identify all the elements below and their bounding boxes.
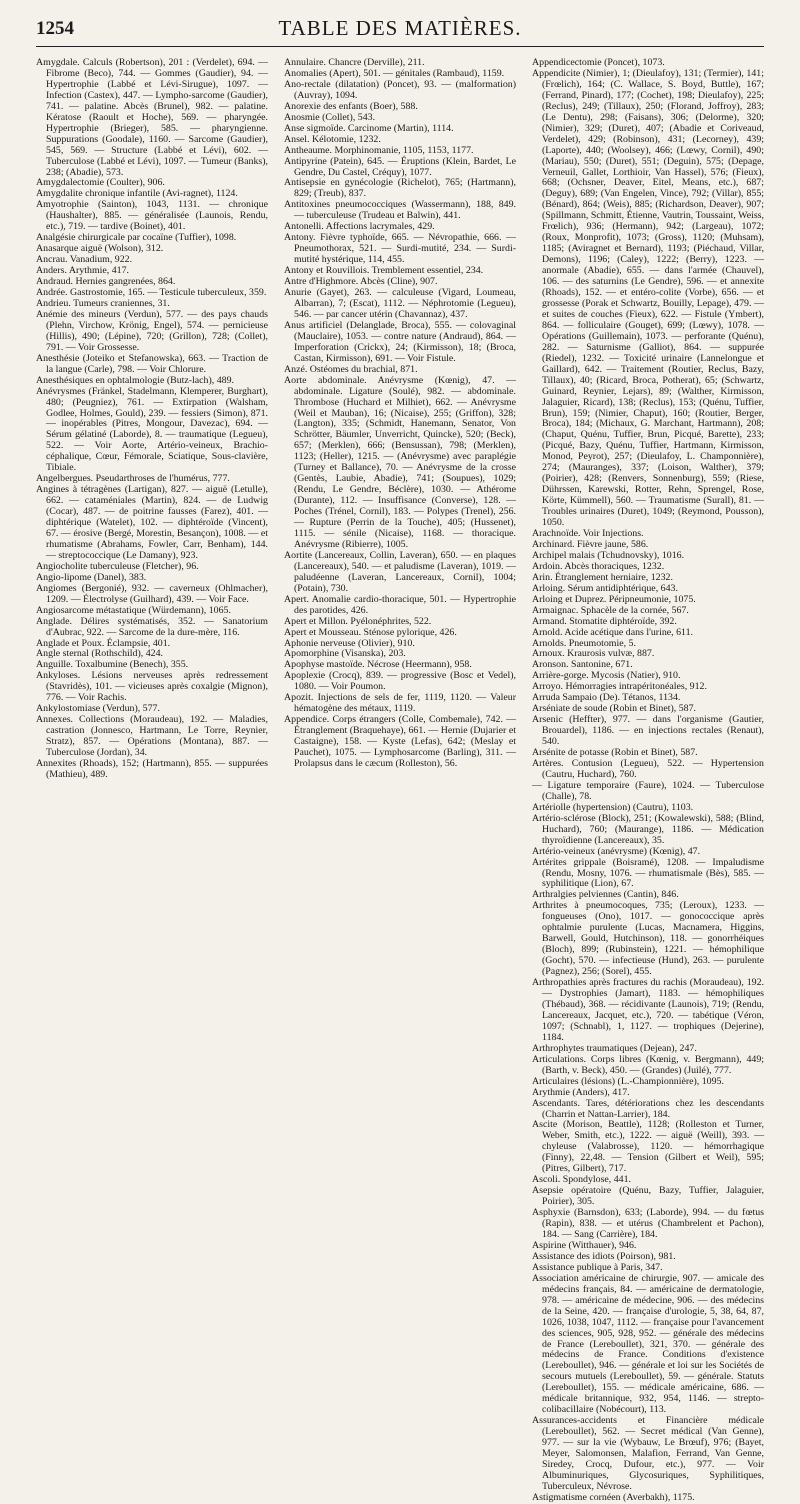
index-entry: Angines à tétragènes (Lartigan), 827. — aiguë (Letulle), 662. — cataméniales (Martin), 824. — de Ludwig (Cocar), 487. — de poitrine fausses (Farez), 401. — diphtérique (Watelet), 102. — diphtéroïde (Vincent), 67. — érosive (Bergé, Morestin, Besançon), 1008. — et rhumatisme (Abrahams, Fowler, Carr, Benham), 144. — streptococcique (Le Damany), 923. (36, 484, 268, 561)
index-entry: Arséniate de soude (Robin et Binet), 587. (532, 703, 696, 715)
index-entry: Arsénite de potasse (Robin et Binet), 587. (532, 747, 698, 759)
index-entry: Association américaine de chirurgie, 907. — amicale des médecins français, 84. — américaine de dermatologie, 978. — américaine de médecine, 906. — des médecins de la Seine, 420. — française d'urologie, 5, 38, 64, 87, 1026, 1038, 1047, 1112. — française pour l'avancement des sciences, 905, 928, 952. — générale des médecins de France (Lereboullet), 321, 370. — générale des médecins de France. Conditions d'existence (Lereboullet), 946. — générale et loi sur les Sociétés de secours mutuels (Lereboullet), 59. — générale. Statuts (Lereboullet), 155. — médicale américaine, 686. — médicale britannique, 932, 954, 1146. — strepto-colibacillaire (Nobécourt), 113. (532, 1272, 764, 1416)
index-entry: Analgésie chirurgicale par cocaïne (Tuffier), 1098. (36, 232, 237, 244)
index-entry: Angelbergues. Pseudarthroses de l'humérus, 777. (36, 473, 230, 485)
index-entry: Ancrau. Vanadium, 922. (36, 254, 133, 266)
index-entry: Antony et Rouvillois. Tremblement essentiel, 234. (284, 265, 484, 277)
index-entry: Ardoin. Abcès thoraciques, 1232. (532, 560, 665, 572)
header-rule (36, 46, 764, 47)
index-entry: Artères. Contusion (Legueu), 522. — Hypertension (Cautru, Huchard), 760. (532, 758, 764, 780)
index-entry: Aphonie nerveuse (Olivier), 910. (284, 637, 415, 649)
index-entry: Artério-sclérose (Block), 251; (Kowalewski), 588; (Blind, Huchard), 760; (Maurange), 1186. — Médication thyroïdienne (Lancereaux), 35. (532, 812, 764, 846)
index-entry: Andrée. Gastrostomie, 165. — Testicule tuberculeux, 359. (36, 287, 267, 299)
index-entry: Anémie des mineurs (Verdun), 577. — des pays chauds (Plehn, Virchow, Krönig, Engel), 574. — pernicieuse (Hillis), 490; (Lépine), 720; (Grillon), 728; (Collet), 791. — Voir Grossesse. (36, 308, 268, 353)
index-entry: Apert et Mousseau. Sténose pylorique, 426. (284, 626, 457, 638)
index-entry: Anguille. Toxalbumine (Benech), 355. (36, 659, 189, 671)
index-entry: Angiocholite tuberculeuse (Fletcher), 96. (36, 560, 199, 572)
index-entry: Anorexie des enfants (Boer), 588. (284, 100, 418, 112)
index-entry: Aronson. Santonine, 671. (532, 659, 633, 671)
index-entry: Amyotrophie (Sainton), 1043, 1131. — chronique (Haushalter), 885. — généralisée (Launois, Rendu, etc.), 719. — tardive (Boinet), 401. (36, 199, 268, 233)
index-entry: Aorte abdominale. Anévrysme (Kœnig), 47. — abdominale. Ligature (Soulé), 982. — abdominale. Thrombose (Huchard et Milhiet), 662. — Anévrysme (Weil et Mauban), 16; (Nicaise), 255; (Griffon), 328; (Langton), 335; (Schmidt, Hanemann, Senator, Von Schrötter, Bäumler, Unverricht, Quincke), 520; (Beck), 657; (Merklen), 666; (Bensussan), 798; (Merklen), 1123; (Heller), 1215. — (Anévrysme) avec paraplégie (Turney et Ballance), 70. — Anévrysme de la crosse (Gentès, Laubie, Abadie), 741; (Soupues), 1029; (Rendu, Le Gendre, Béclère), 1030. — Athérome (Durante), 112. — Insuffisance (Converse), 128. — Poches (Trénel, Cornil), 183. — Polypes (Trenel), 256. — Rupture (Perrin de la Touche), 405; (Hussenet), 1115. — sénile (Nicaise), 1168. — thoracique. Anévrysme (Ribierre), 1005. (284, 374, 516, 550)
page-number: 1254 (36, 18, 74, 39)
index-column-2 (284, 58, 516, 1504)
index-entry: Arsenic (Heffter), 977. — dans l'organisme (Gautier, Brouardel), 1186. — en injections rectales (Renaut), 540. (532, 714, 764, 748)
index-entry: Ansel. Kélotomie, 1232. (284, 133, 381, 145)
index-entry: Ascoli. Spondylose, 441. (532, 1174, 632, 1186)
index-columns (36, 57, 764, 1503)
page-header (36, 14, 764, 42)
index-entry: Ascendants. Tares, détériorations chez les descendants (Charrin et Nattan-Larrier), 184. (532, 1097, 764, 1120)
index-entry: Ascite (Morison, Beattle), 1128; (Rolleston et Turner, Weber, Smith, etc.), 1222. — aiguë (Weill), 393. — chyleuse (Valabrosse), 1120. — hémorrhagique (Finny), 22,48. — Tension (Gilbert et Weil), 595; (Pitres, Gilbert), 717. (532, 1119, 764, 1175)
index-entry: Annulaire. Chancre (Derville), 211. (284, 57, 425, 68)
index-entry: Artério-veineux (anévrysme) (Kœnig), 47. (532, 845, 701, 857)
index-entry: Anévrysmes (Fränkel, Stadelmann, Klemperer, Burghart), 480; (Peugniez), 761. — Extirpation (Walsham, Godlee, Holmes, Gould), 239. — fessiers (Simon), 871. — inopérables (Pitres, Mongour, Davezac), 694. — Sérum gélatiné (Laborde), 8. — traumatique (Legueu), 522. — Voir Aorte, Artério-veineux, Brachio-céphalique, Cœur, Fémorale, Sciatique, Sous-clavière, Tibiale. (36, 385, 268, 474)
index-column-3 (532, 58, 764, 1504)
index-entry: Arnold. Acide acétique dans l'urine, 611. (532, 626, 694, 638)
index-entry: Arroyo. Hémorragies intrapéritonéales, 912. (532, 681, 707, 693)
index-entry: Aspirine (Witthauer), 946. (532, 1239, 637, 1251)
index-entry: Appendicectomie (Poncet), 1073. (532, 57, 665, 68)
index-entry: Arnolds. Pneumotomie, 5. (532, 637, 636, 649)
index-entry: Anesthésiques en ophtalmologie (Butz-lach), 489. (36, 374, 235, 386)
index-entry: Arthrophytes traumatiques (Dejean), 247. (532, 1042, 697, 1054)
index-entry: Ankyloses. Lésions nerveuses après redressement (Stavridès), 101. — vicieuses après coxalgie (Mignon), 776. — Voir Rachis. (36, 670, 268, 704)
index-entry: Apoplexie (Crocq), 839. — progressive (Bosc et Vedel), 1080. — Voir Poumon. (284, 670, 516, 693)
index-entry: Antisepsie en gynécologie (Richelot), 765; (Hartmann), 829; (Treub), 837. (284, 177, 516, 200)
index-entry: Arrière-gorge. Mycosis (Natier), 910. (532, 670, 681, 682)
index-entry: Archinard. Fièvre jaune, 586. (532, 538, 649, 550)
index-entry: Amygdale. Calculs (Robertson), 201 : (Verdelet), 694. — Fibrome (Beco), 744. — Gommes (Gaudier), 94. — Hypertrophie (Labbé et Lévi-Sirugue), 1097. — Infection (Castex), 447. — Lympho-sarcome (Gaudier), 741. — palatine. Abcès (Brunel), 982. — palatine. Kératose (Raoult et Hoche), 569. — pharyngée. Hypertrophie (Brieger), 585. — pharyngienne. Suppurations (Goodale), 1160. — Sarcome (Gaudier), 545, 569. — Structure (Labbé et Lévi), 602. — Tuberculose (Labbé et Lévi), 1097. — Tumeur (Banks), 238; (Abadie), 573. (36, 57, 268, 178)
index-entry: Ankylostomiase (Verdun), 577. (36, 703, 160, 715)
index-entry: Arthrites à pneumocoques, 735; (Leroux), 1233. — fongueuses (Ono), 1017. — gonococcique après ophtalmie purulente (Lucas, Macnamera, Higgins, Barwell, Gould, Hutchinson), 118. — gonorrhéiques (Bloch), 899; (Rubinstein), 1221. — hémophilique (Gocht), 570. — infectieuse (Hund), 263. — purulente (Pagnez), 256; (Sorel), 455. (532, 900, 764, 978)
index-entry: Aortite (Lancereaux, Collin, Laveran), 650. — en plaques (Lancereaux), 540. — et paludisme (Laveran), 1019. — paludéenne (Laveran, Lancereaux, Cornil), 1004; (Potain), 730. (284, 549, 516, 594)
index-entry: Articulaires (lésions) (L.-Championnière), 1095. (532, 1075, 724, 1087)
index-entry: Arnoux. Kraurosis vulvæ, 887. (532, 648, 655, 660)
index-entry: Antipyrine (Patein), 645. — Éruptions (Klein, Bardet, Le Gendre, Du Castel, Créquy), 1077. (284, 155, 516, 178)
index-entry: Anosmie (Collet), 543. (284, 111, 376, 123)
index-entry: Ano-rectale (dilatation) (Poncet), 93. — (malformation) (Auvray), 1094. (284, 78, 516, 101)
index-entry: Asphyxie (Barnsdon), 633; (Laborde), 994. — du fœtus (Rapin), 838. — et utérus (Chambrelent et Pachon), 184. — Sang (Carrière), 184. (532, 1207, 764, 1240)
index-entry: Asepsie opératoire (Quénu, Bazy, Tuffier, Jalaguier, Poirier), 305. (532, 1185, 764, 1208)
index-entry: Artérites grippale (Boisramé), 1208. — Impaludisme (Rendu, Mosny, 1076. — rhumatismale (Bès), 585. — syphilitique (Lion), 67. (532, 856, 764, 890)
index-entry: Arloing. Sérum antidiphtérique, 643. (532, 582, 678, 594)
index-entry: Arloing et Duprez. Péripneumonie, 1075. (532, 593, 696, 605)
index-entry: Arthropathies après fractures du rachis (Moraudeau), 192. — Dystrophies (Jamart), 1183. — hémophiliques (Thébaud), 368. — récidivante (Launois), 719; (Rendu, Lancereaux, Jacquet, etc.), 720. — tabétique (Véron, 1097; (Schnabl), 1, 1127. — trophiques (Dejerine), 1184. (532, 977, 764, 1043)
index-entry: Apophyse mastoïde. Nécrose (Heermann), 958. (284, 659, 472, 671)
index-entry: Amygdalectomie (Coulter), 906. (36, 177, 165, 189)
index-entry: Appendicite (Nimier), 1; (Dieulafoy), 131; (Termier), 141; (Frœlich), 164; (C. Wallace, S. Boyd, Buttle), 167; (Ferrand, Pinard), 177; (Cochet), 198; Dieulafoy), 225; (Reclus), 249; (Tillaux), 250; (Florand, Joffroy), 283; (Le Dentu), 298; (Faisans), 306; (Delorme), 320; (Nimier), 329; (Duret), 407; (Abadie et Coriveaud, Verdelet), 429; (Robinson), 431; (Lecorney), 439; (Laporte), 440; (Woolsey), 466; (Lœwy, Cornil), 490; (Mariau), 550; (Duret), 551; (Deguin), 575; (Depage, Verneuil, Gallet, Lorthioir, Van Hassel), 576; (Fieux), 668; (Ochsner, Deaver, Eitel, Means, etc.), 687; (Deguy), 689; (Van Engelen, Vince), 792; (Villar), 855; (Bénard), 864; (Weis), 885; (Richardson, Deaver), 907; (Spillmann, Schmitt, Étienne, Vautrin, Toussaint, Weiss, Frœlich), 936; (Hermann), 942; (Largeau), 1072; (Roux, Monprofit), 1073; (Gross), 1120; (Muhsam), 1185; (Aviragnet et Bernard), 1193; (Piéchaud, Villar, Demons), 1196; (Caley), 1222; (Berry), 1223. — anormale (Abadie), 655. — dans l'armée (Chauvel), 106. — des saturnins (Le Gendre), 596. — et annexite (Rhoads), 152. — et entéro-colite (Vorbe), 656. — et grossesse (Porak et Schwartz, Bouilly, Lepage), 479. — et suites de couches (Fieux), 622. — Fistule (Ymbert), 864. — folliculaire (Gouget), 699; (Lœwy), 1078. — Opérations (Guillemain), 1073. — perforante (Quénu), 282. — Saturnisme (Galliot), 864. — suppurée (Riedel), 1232. — Toxicité urinaire (Lannelongue et Gaillard), 642. — Traitement (Routier, Reclus, Bazy, Tillaux), 40; (Ricard, Broca, Potherat), 65; (Schwartz, Guinard, Reynier, Lejars), 89; (Walther, Kirmisson, Jalaguier, Ricard), 138; (Reclus), 153; (Quénu, Tuffier, Brun), 159; (Nimier, Chaput), 160; (Routier, Berger, Broca), 184; (Michaux, G. Marchant, Hartmann), 208; (Chaput, Quénu, Tuffier, Brun, Picqué, Barette), 233; (Picqué, Bazy, Quénu, Tuffier, Hartmann, Kirmisson, Monod, Peyrot), 257; (Dieulafoy, L. Champonnière), 274; (Mauranges), 337; (Loison, Walther), 379; (Poirier), 428; (Renvers, Sonnenburg), 559; (Riese, Dührssen, Karewski, Rotter, Rehn, Sprengel, Rose, Körte, Kümmell), 560. — Traumatisme (Surall), 81. — Troubles urinaires (Duret), 1049; (Reymond, Pousson), 1050. (532, 67, 764, 529)
index-entry: Anesthésie (Joteiko et Stefanowska), 663. — Traction de la langue (Carle), 798. — Voir Chlorure. (36, 352, 268, 375)
index-entry: Antonelli. Affections lacrymales, 429. (284, 221, 435, 233)
index-entry: Anus artificiel (Delanglade, Broca), 555. — colovaginal (Mauclaire), 1053. — contre nature (Andraud), 864. — Imperforation (Crickx), 24; (Kirmisson), 18; (Broca, Castan, Kirmisson), 691. — Voir Fistule. (284, 319, 516, 364)
index-entry: Andraud. Hernies gangrenées, 864. (36, 276, 176, 288)
index-entry: Anglade. Délires systématisés, 352. — Sanatorium d'Aubrac, 922. — Sarcome de la dure-mère, 116. (36, 615, 268, 638)
index-entry: Astigmatisme cornéen (Averbakh), 1175. (532, 1491, 695, 1503)
index-entry: Annexites (Rhoads), 152; (Hartmann), 855. — suppurées (Mathieu), 489. (36, 758, 268, 780)
page-title: TABLE DES MATIÈRES. (278, 16, 522, 40)
index-entry: Anzé. Ostéomes du brachial, 871. (284, 363, 418, 375)
index-entry: Angio-lipome (Danel), 383. (36, 571, 147, 583)
index-entry: Apozit. Injections de sels de fer, 1119, 1120. — Valeur hématogène des métaux, 1119. (284, 692, 516, 715)
index-entry: Armaignac. Sphacèle de la cornée, 567. (532, 604, 689, 616)
index-entry: Antitoxines pneumococciques (Wassermann), 188, 849. — tuberculeuse (Trudeau et Balwin), 441. (284, 199, 516, 222)
index-entry: Apomorphine (Visanska), 203. (284, 648, 406, 660)
index-entry: Arin. Étranglement herniaire, 1232. (532, 571, 673, 583)
index-entry: — Ligature temporaire (Faure), 1024. — Tuberculose (Challe), 78. (532, 779, 764, 802)
index-entry: Assistance des idiots (Poirson), 981. (532, 1250, 676, 1262)
index-entry: Artériolle (hypertension) (Cautru), 1103. (532, 801, 694, 813)
index-entry: Andrieu. Tumeurs craniennes, 31. (36, 297, 170, 309)
index-column-1 (36, 58, 268, 1504)
index-entry: Angiomes (Bergonié), 932. — caverneux (Ohlmacher), 1209. — Électrolyse (Guilhard), 439. — Voir Face. (36, 582, 268, 605)
index-entry: Appendice. Corps étrangers (Colle, Combemale), 742. — Étranglement (Braquehaye), 661. — Hernie (Dujarier et Castaigne), 158. — Kyste (Lefas), 642; (Meslay et Pauchet), 1075. — Lymphosarcome (Barling), 311. — Prolapsus dans le cæcum (Rolleston), 56. (284, 714, 516, 769)
index-entry: Anurie (Gayet), 263. — calculeuse (Vigard, Loumeau, Albarran), 7; (Escat), 1112. — Néphrotomie (Legueu), 546. — par cancer utérin (Chavannaz), 437. (284, 287, 516, 320)
index-entry: Apert et Millon. Pyélonéphrites, 522. (284, 615, 432, 627)
index-entry: Armand. Stomatite diphtéroïde, 392. (532, 615, 677, 627)
index-entry: Anasarque aiguë (Wolson), 312. (36, 243, 164, 255)
index-entry: Arythmie (Anders), 417. (532, 1086, 630, 1098)
index-entry: Articulations. Corps libres (Kœnig, v. Bergmann), 449; (Barth, v. Beck), 450. — (Grandes) (Juilé), 777. (532, 1053, 764, 1076)
index-entry: Antony. Fièvre typhoïde, 665. — Névropathie, 666. — Pneumothorax, 521. — Surdi-mutité, 234. — Surdi-mutité hystérique, 114, 455. (284, 232, 516, 266)
index-entry: Amygdalite chronique infantile (Avi-ragnet), 1124. (36, 188, 238, 200)
index-entry: Angle sternal (Rothschild), 424. (36, 648, 163, 660)
index-entry: Anomalies (Apert), 501. — génitales (Rambaud), 1159. (284, 67, 505, 79)
index-entry: Assurances-accidents et Financière médicale (Lereboullet), 562. — Secret médical (Van Genne), 977. — sur la vie (Wybauw, Le Brœuf), 976; (Bayet, Meyer, Salomonsen, Malafion, Ferrand, Van Genne, Siredey, Crocq, Dufour, etc.), 977. — Voir Albuminuriques, Glycosuriques, Syphilitiques, Tuberculeux, Névrose. (532, 1415, 764, 1492)
index-entry: Anders. Arythmie, 417. (36, 265, 129, 277)
index-entry: Annexes. Collections (Moraudeau), 192. — Maladies, castration (Jonnesco, Hartmann, Le Torre, Reynier, Stratz), 857. — Opérations (Montana), 887. — Tuberculose (Jordan), 34. (36, 714, 268, 759)
index-entry: Arruda Sampaio (De). Tétanos, 1134. (532, 692, 681, 704)
index-entry: Archipel malais (Tchudnovsky), 1016. (532, 549, 685, 561)
index-entry: Anse sigmoïde. Carcinome (Martin), 1114. (284, 122, 454, 134)
index-entry: Arachnoïde. Voir Injections. (532, 527, 644, 539)
index-entry: Arthralgies pelviennes (Cantin), 846. (532, 889, 679, 901)
index-entry: Apert. Anomalie cardio-thoracique, 501. — Hypertrophie des parotides, 426. (284, 593, 516, 616)
index-entry: Antre d'Highmore. Abcès (Cline), 907. (284, 276, 438, 288)
index-entry: Antheaume. Morphinomanie, 1105, 1153, 1177. (284, 144, 474, 156)
index-entry: Angiosarcome métastatique (Würdemann), 1065. (36, 604, 231, 616)
index-entry: Anglade et Poux. Éclampsie, 401. (36, 637, 171, 649)
index-entry: Assistance publique à Paris, 347. (532, 1261, 663, 1273)
